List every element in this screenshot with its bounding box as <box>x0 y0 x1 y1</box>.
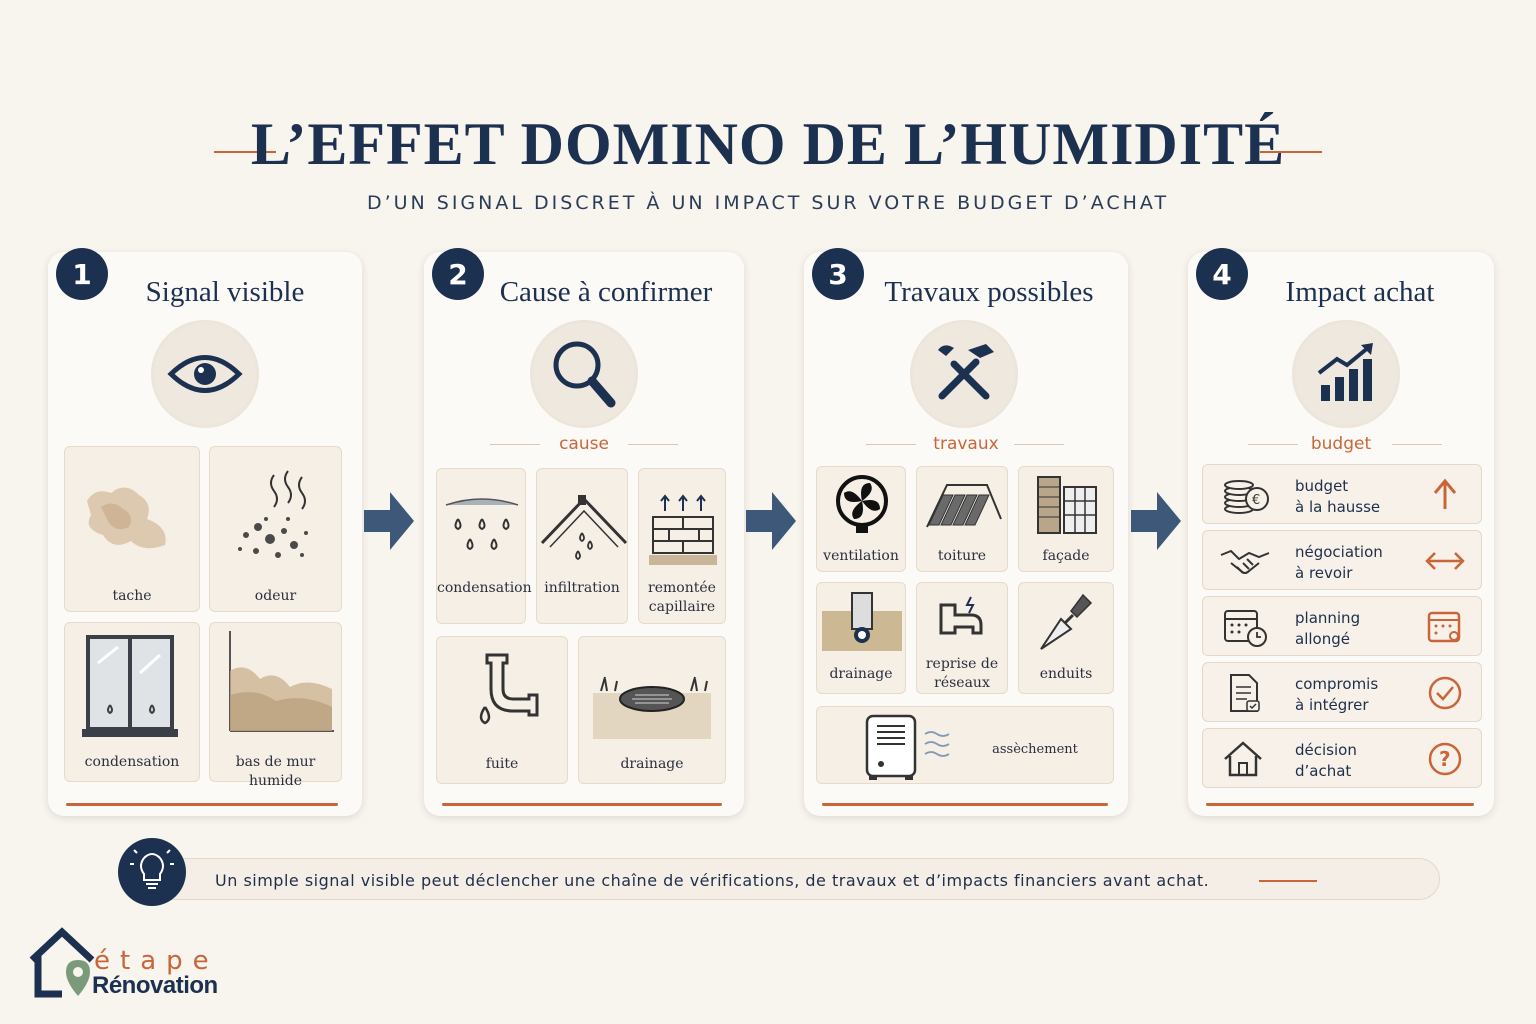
impact-line2: d’achat <box>1295 762 1352 780</box>
step-card-4 <box>1188 252 1494 816</box>
tile-odeur <box>209 446 342 612</box>
stain-icon <box>73 457 193 567</box>
tile-label: condensation <box>84 754 180 770</box>
footer-banner <box>138 858 1440 900</box>
window-icon <box>78 633 188 743</box>
droplets-icon <box>442 491 522 571</box>
tile-fuite <box>436 636 568 784</box>
impact-line1: négociation <box>1295 543 1383 561</box>
impact-line1: planning <box>1295 609 1361 627</box>
step-number-1: 1 <box>56 248 108 300</box>
flow-arrow-2 <box>744 490 798 552</box>
calendar-icon <box>1425 609 1465 645</box>
step-card-1 <box>48 252 362 816</box>
faucet-icon <box>931 589 995 649</box>
tile-drainage <box>578 636 726 784</box>
impact-text <box>1295 608 1360 650</box>
svg-text:?: ? <box>1439 747 1451 771</box>
impact-row-decision <box>1202 728 1482 788</box>
subtitle: D’UN SIGNAL DISCRET À UN IMPACT SUR VOTRE BUDGET D’ACHAT <box>366 192 1170 214</box>
impact-text <box>1295 740 1357 782</box>
impact-text <box>1295 542 1383 584</box>
trowel-icon <box>1035 589 1099 655</box>
damp-wall-icon <box>216 631 336 741</box>
impact-row-compromis <box>1202 662 1482 722</box>
logo-bottom-text: Rénovation <box>92 972 218 999</box>
step-title-4: Impact achat <box>1285 276 1435 308</box>
impact-line2: à la hausse <box>1295 498 1381 516</box>
roof-leak-icon <box>538 487 628 571</box>
brand-logo <box>28 926 248 1002</box>
flow-arrow-1 <box>362 490 416 552</box>
flow-arrow-3 <box>1129 490 1183 552</box>
tile-ventilation <box>816 466 906 572</box>
tile-reprise-de-reseaux <box>916 582 1008 694</box>
handshake-icon <box>1219 541 1271 581</box>
tile-label: façade <box>1042 548 1090 564</box>
tile-label: infiltration <box>544 580 620 596</box>
house-icon <box>1219 739 1271 779</box>
house-pin-logo-icon <box>28 926 98 998</box>
rising-damp-icon <box>643 481 723 571</box>
tile-infiltration <box>536 468 628 624</box>
coins-euro-icon <box>1219 475 1271 515</box>
step-title-1: Signal visible <box>145 276 305 308</box>
impact-line2: à revoir <box>1295 564 1353 582</box>
step-card-2 <box>424 252 744 816</box>
main-title: L’EFFET DOMINO DE L’HUMIDITÉ <box>250 111 1286 177</box>
lightbulb-icon <box>118 838 186 906</box>
tile-enduits <box>1018 582 1114 694</box>
tile-assechement <box>816 706 1114 784</box>
tile-label: drainage <box>620 756 684 772</box>
tile-label: ventilation <box>823 548 899 564</box>
roof-tiles-icon <box>923 475 1003 539</box>
title-container <box>0 110 1536 179</box>
question-circle-icon <box>1425 741 1465 777</box>
impact-line2: allongé <box>1295 630 1350 648</box>
calendar-clock-icon <box>1219 607 1271 647</box>
step-title-3: Travaux possibles <box>884 276 1094 308</box>
pipe-leak-icon <box>453 645 553 745</box>
tools-icon <box>910 320 1018 428</box>
footer-accent-line <box>1259 880 1317 882</box>
impact-line1: compromis <box>1295 675 1379 693</box>
tile-label: condensation <box>437 580 532 596</box>
tile-tache <box>64 446 200 612</box>
step-card-3 <box>804 252 1128 816</box>
card-bottom-bar <box>1206 803 1474 806</box>
tile-drainage <box>816 582 906 694</box>
impact-text <box>1295 476 1380 518</box>
odor-mold-icon <box>216 455 336 575</box>
card-bottom-bar <box>66 803 338 806</box>
tile-label: enduits <box>1039 666 1093 682</box>
drain-grate-icon <box>587 643 717 743</box>
impact-line1: décision <box>1295 741 1357 759</box>
fan-icon <box>832 473 892 537</box>
card-bottom-bar <box>822 803 1108 806</box>
impact-line1: budget <box>1295 477 1349 495</box>
tile-label: remontée capillaire <box>648 580 716 615</box>
check-circle-icon <box>1425 675 1465 711</box>
impact-row-budget <box>1202 464 1482 524</box>
arrow-up-icon <box>1425 477 1465 513</box>
magnifier-icon <box>530 320 638 428</box>
tile-remontee-capillaire <box>638 468 726 624</box>
section-label-cause: cause <box>559 434 609 454</box>
tile-toiture <box>916 466 1008 572</box>
eye-icon <box>151 320 259 428</box>
tile-label: odeur <box>254 588 297 604</box>
tile-condensation <box>436 468 532 624</box>
tile-condensation <box>64 622 200 782</box>
impact-row-planning <box>1202 596 1482 656</box>
footer-text: Un simple signal visible peut déclencher une chaîne de vérifications, de travaux et d’impacts financiers avant achat. <box>215 871 1210 890</box>
impact-line2: à intégrer <box>1295 696 1369 714</box>
tile-bas-de-mur-humide <box>209 622 342 789</box>
tile-label: reprise de réseaux <box>925 656 999 691</box>
growth-chart-icon <box>1292 320 1400 428</box>
step-number-2: 2 <box>432 248 484 300</box>
section-label-travaux: travaux <box>933 434 999 454</box>
tile-label: drainage <box>829 666 893 682</box>
step-number-3: 3 <box>812 248 864 300</box>
impact-text <box>1295 674 1378 716</box>
tile-label: assèchement <box>992 742 1078 757</box>
section-label-budget: budget <box>1310 434 1372 454</box>
tile-label: tache <box>112 588 152 604</box>
impact-row-negociation <box>1202 530 1482 590</box>
step-number-4: 4 <box>1196 248 1248 300</box>
tile-label: bas de mur humide <box>235 754 316 789</box>
tile-label: toiture <box>937 548 987 564</box>
card-bottom-bar <box>442 803 722 806</box>
step-title-2: Cause à confirmer <box>499 276 713 308</box>
tile-label: fuite <box>485 756 519 772</box>
facade-icon <box>1032 473 1102 537</box>
document-check-icon <box>1219 673 1271 713</box>
double-arrow-icon <box>1425 543 1465 579</box>
drainage-pipe-icon <box>822 589 902 659</box>
svg-text:€: € <box>1252 493 1261 508</box>
logo-top-text: étape <box>94 946 219 976</box>
tile-facade <box>1018 466 1114 572</box>
